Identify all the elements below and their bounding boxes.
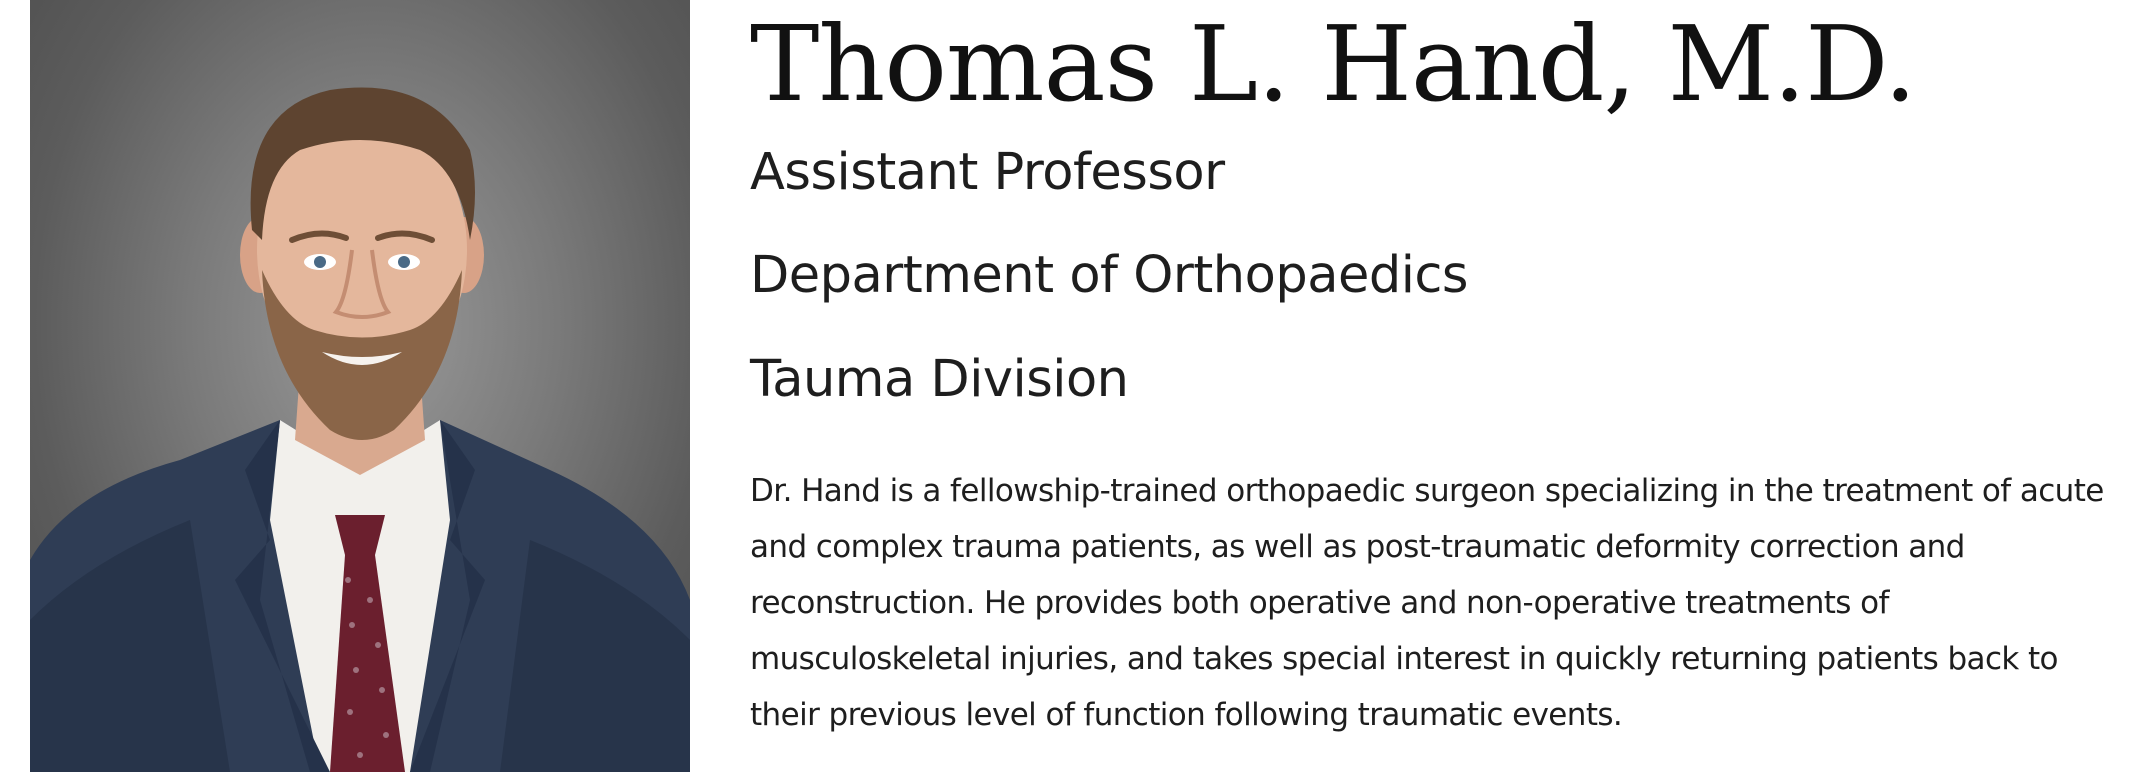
profile-name: Thomas L. Hand, M.D. (750, 3, 1916, 125)
profile-department: Department of Orthopaedics (750, 246, 1468, 305)
profile-photo (30, 0, 690, 772)
profile-position: Assistant Professor (750, 143, 1225, 202)
profile-bio: Dr. Hand is a fellowship-trained orthopaedic surgeon specializing in the treatment of acute and complex trauma patients, as well as post-traumatic deformity correction and reconstruction. He provides both operative and non-operative treatments of musculoskeletal injuries, and takes special interest in quickly returning patients back to their previous level of function following traumatic events. (750, 473, 2104, 733)
profile-division: Tauma Division (750, 350, 1129, 409)
